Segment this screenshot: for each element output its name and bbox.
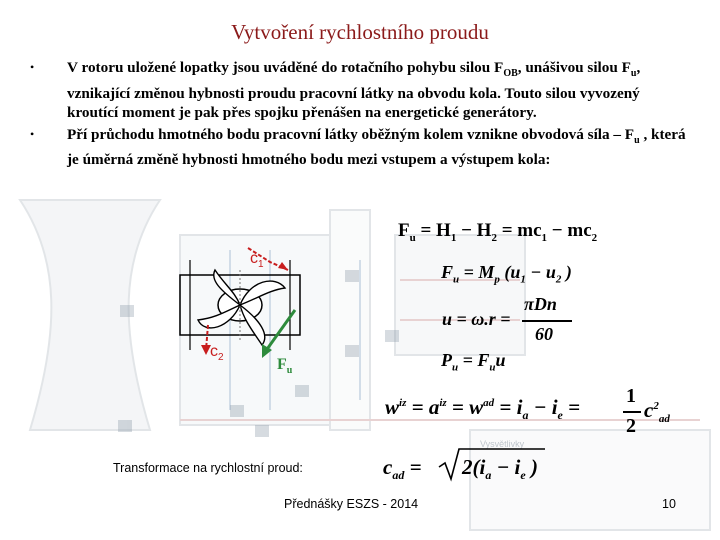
equation-6-body: $2(i_a - i_e$ ) xyxy=(462,455,538,483)
equation-1: $F_u = H_1 - H_2 = mc_1 - mc_2$ xyxy=(398,220,598,244)
bullet-dot: • xyxy=(30,126,35,141)
c1-label: $c_1$ xyxy=(250,250,264,271)
equation-3: u = ω.r = xyxy=(442,309,511,329)
bullet-list xyxy=(30,58,690,172)
fu-label: $F_u$ xyxy=(277,356,293,377)
bullet-item-2: • Pří průchodu hmotného bodu pracovní látky oběžným kolem vznikne obvodová síla – $F_u$ , která je úměrná změně hybnosti hmotného bodu mezi vstupem a výstupem kola: xyxy=(30,125,686,169)
equation-3-numerator: πDn xyxy=(524,294,557,314)
equation-5-tail: $c^2_{ad}$ xyxy=(644,398,670,426)
fraction-bar xyxy=(522,320,572,322)
equation-5-num: 1 xyxy=(626,385,636,407)
footer-label: Transformace na rychlostní proud: xyxy=(113,461,303,475)
equation-4: $P_u = F_uu$ xyxy=(441,350,506,374)
page-number: 10 xyxy=(662,497,676,511)
bullet-item-1: • V rotoru uložené lopatky jsou uváděné do rotačního pohybu silou $F_{OB}$, unášivou silou $F_u$, vznikající změnou hybnosti proudu pracovní látky na obvodu kola. Touto silou vyvozený kroutící moment je pak přes spojku přenášen na energetické generátory. xyxy=(30,59,641,122)
bullet-dot: • xyxy=(30,60,35,74)
legend-title: Vysvětlivky xyxy=(480,439,525,449)
blade xyxy=(240,281,285,305)
equation-6: $c_{ad}$ = xyxy=(383,455,422,483)
turbine-blade-diagram xyxy=(170,240,310,370)
slide-title: Vytvoření rychlostního proudu xyxy=(231,20,489,44)
equation-5-den: 2 xyxy=(626,415,636,437)
equation-3-denominator: 60 xyxy=(535,324,553,344)
equation-2: $F_u = M_p$ ($u_1 - u_2$ ) xyxy=(441,262,572,286)
footer-course: Přednášky ESZS - 2014 xyxy=(284,497,419,511)
c2-label: $c_2$ xyxy=(210,343,224,364)
equation-5: $w^{iz} = a^{iz} = w^{ad} = i_a - i_e$ = xyxy=(385,395,581,423)
